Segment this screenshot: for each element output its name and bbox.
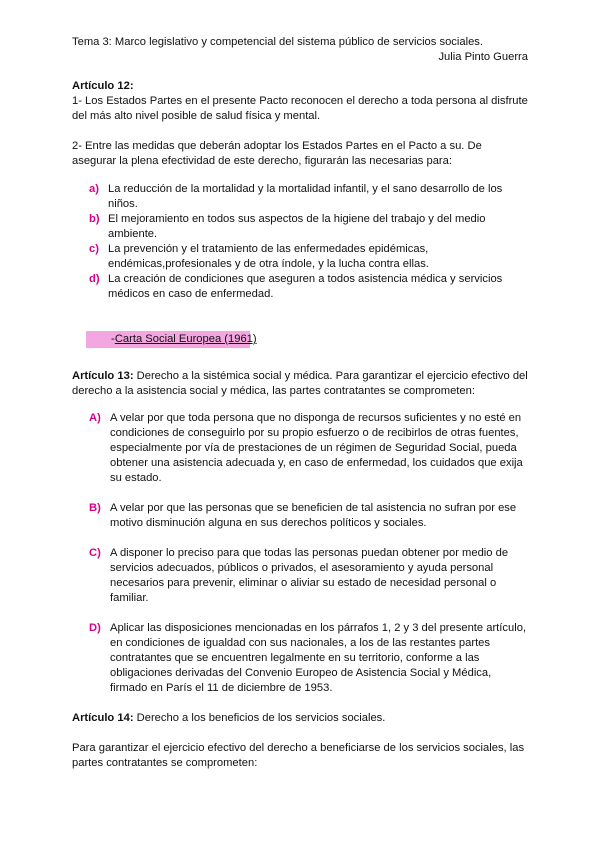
list-item (72, 182, 528, 212)
article-14-intro (72, 711, 528, 726)
list-marker: B) (89, 502, 101, 514)
list-item-text: Aplicar las disposiciones mencionadas en los párrafos 1, 2 y 3 del presente artículo, en condiciones de igualdad con sus nacionales, a los de las restantes partes contratantes que se encuentren legalmente en su territorio, conforme a las obligaciones derivadas del Convenio Europeo de Asistencia Social y Médica, firmado en París el 11 de diciembre de 1953. (110, 622, 527, 694)
list-item (72, 212, 528, 242)
article-14-paragraph-1: Para garantizar el ejercicio efectivo del derecho a beneficiarse de los servicios sociales, las partes contratantes se comprometen: (72, 742, 525, 769)
list-marker: a) (89, 183, 99, 195)
list-item (72, 546, 528, 606)
article-12-title: Artículo 12: (72, 80, 134, 92)
document-author: Julia Pinto Guerra (438, 51, 528, 63)
list-marker: d) (89, 273, 100, 285)
article-13-list (72, 411, 528, 696)
list-item (72, 411, 528, 486)
article-12-paragraph-1: 1- Los Estados Partes en el presente Pacto reconocen el derecho a toda persona al disfrute del más alto nivel posible de salud física y mental. (72, 95, 528, 122)
bullet-dash: - (111, 333, 115, 345)
document-page (72, 35, 528, 771)
list-item-text: La prevención y el tratamiento de las enfermedades epidémicas, endémicas,profesionales y de otra índole, y la lucha contra ellas. (108, 243, 429, 270)
list-item (72, 242, 528, 272)
article-12-list (72, 182, 528, 302)
list-item-text: La reducción de la mortalidad y la mortalidad infantil, y el sano desarrollo de los niños. (108, 183, 503, 210)
article-13-intro-text: Derecho a la sistémica social y médica. Para garantizar el ejercicio efectivo del derecho a la asistencia social y médica, las partes contratantes se comprometen: (72, 370, 528, 397)
list-item-text: El mejoramiento en todos sus aspectos de la higiene del trabajo y del medio ambiente. (108, 213, 486, 240)
list-item-text: A velar por que las personas que se beneficien de tal asistencia no sufran por ese motivo disminución alguna en sus derechos políticos y sociales. (110, 502, 517, 529)
list-item (72, 272, 528, 302)
carta-social-link[interactable]: Carta Social Europea (1961) (114, 333, 257, 345)
list-marker: b) (89, 213, 100, 225)
document-header-title: Tema 3: Marco legislativo y competencial del sistema público de servicios sociales. (72, 36, 484, 48)
list-marker: A) (89, 412, 101, 424)
list-item (72, 621, 528, 696)
list-marker: D) (89, 622, 101, 634)
article-14-intro-text: Derecho a los beneficios de los servicios sociales. (133, 712, 386, 724)
article-13-title: Artículo 13: (72, 370, 134, 382)
list-item-text: A velar por que toda persona que no disponga de recursos suficientes y no esté en condiciones de conseguirlo por su propio esfuerzo o de recibirlos de otras fuentes, especialmente por vía de prestaciones de un régimen de Seguridad Social, pueda obtener una asistencia adecuada y, en caso de enfermedad, los cuidados que exija su estado. (110, 412, 523, 484)
carta-social-heading (72, 332, 528, 347)
list-item-text: A disponer lo preciso para que todas las personas puedan obtener por medio de servicios adecuados, públicos o privados, el asesoramiento y ayuda personal necesarios para prevenir, eliminar o aliviar su estado de necesidad personal o familiar. (110, 547, 509, 604)
article-13-intro (72, 369, 528, 399)
list-marker: c) (89, 243, 99, 255)
list-marker: C) (89, 547, 101, 559)
list-item (72, 501, 528, 531)
list-item-text: La creación de condiciones que aseguren a todos asistencia médica y servicios médicos en caso de enfermedad. (108, 273, 503, 300)
article-14-title: Artículo 14: (72, 712, 134, 724)
article-12-paragraph-2: 2- Entre las medidas que deberán adoptar los Estados Partes en el Pacto a su. De asegurar la plena efectividad de este derecho, figurarán las necesarias para: (72, 140, 482, 167)
